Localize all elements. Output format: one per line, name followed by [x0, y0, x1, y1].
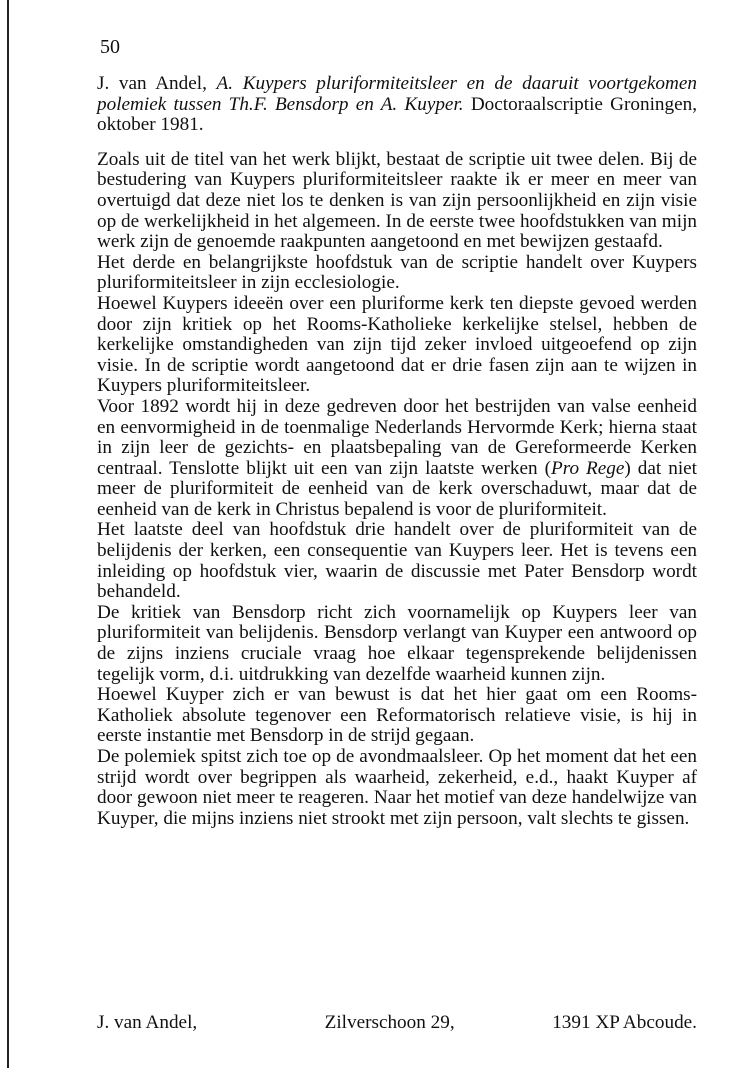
- paragraph: Zoals uit de titel van het werk blijkt, bestaat de scriptie uit twee delen. Bij de bestudering van Kuypers pluriformiteitsleer raakte ik er meer en meer van overtuigd dat deze niet los te denken is van zijn persoonlijkheid en zijn visie op de werkelijkheid in het algemeen. In de eerste twee hoofdstukken van mijn werk zijn de genoemde raakpunten aangetoond en met bewijzen gestaafd.: [97, 148, 697, 253]
- paragraph-text: ) dat niet meer de pluriformiteit de eenheid van de kerk overschaduwt, maar dat de eenheid van de kerk in Christus bepalend is voor de pluriformiteit.: [97, 457, 697, 520]
- article-body: [97, 74, 697, 829]
- reference-author: J. van Andel,: [97, 73, 207, 94]
- signature-name: J. van Andel,: [97, 1012, 198, 1033]
- paragraph: Het laatste deel van hoofdstuk drie handelt over de pluriformiteit van de belijdenis der kerken, een consequentie van Kuypers leer. Het is tevens een inleiding op hoofdstuk vier, waarin de discussie met Pater Bensdorp wordt behandeld.: [97, 519, 697, 603]
- page-margin-rule: [7, 0, 9, 1068]
- paragraph: Hoewel Kuyper zich er van bewust is dat het hier gaat om een Rooms-Katholiek absolute tegenover een Reformatorisch relatieve visie, is hij in eerste instantie met Bensdorp in de strijd gegaan.: [97, 684, 697, 747]
- paragraph: Hoewel Kuypers ideeën over een pluriforme kerk ten diepste gevoed werden door zijn kritiek op het Rooms-Katholieke kerkelijke stelsel, hebben de kerkelijke omstandigheden van zijn tijd zeker invloed uitgeoefend op zijn visie. In de scriptie wordt aangetoond dat er drie fasen zijn aan te wijzen in Kuypers pluriformiteitsleer.: [97, 292, 697, 397]
- paragraph: De kritiek van Bensdorp richt zich voornamelijk op Kuypers leer van pluriformiteit van belijdenis. Bensdorp verlangt van Kuyper een antwoord op de zijns inziens cruciale vraag hoe elkaar tegensprekende belijdenissen tegelijk vorm, d.i. uitdrukking van dezelfde waarheid kunnen zijn.: [97, 601, 697, 685]
- paragraph: Het derde en belangrijkste hoofdstuk van de scriptie handelt over Kuypers pluriformiteitsleer in zijn ecclesiologie.: [97, 251, 697, 294]
- paragraph: De polemiek spitst zich toe op de avondmaalsleer. Op het moment dat het een strijd wordt over begrippen als waarheid, zekerheid, e.d., haakt Kuyper af door gewoon niet meer te reageren. Naar het motief van deze handelwijze van Kuyper, die mijns inziens niet strookt met zijn persoon, valt slechts te gissen.: [97, 746, 697, 829]
- paragraph-pro-rege: [97, 397, 697, 521]
- page-number: 50: [100, 36, 120, 58]
- signature-address: Zilverschoon 29,: [324, 1012, 455, 1033]
- reference-entry: [97, 74, 697, 136]
- author-signature: [97, 1012, 697, 1033]
- reference-title: A. Kuypers pluriformiteitsleer en de daaruit voortgekomen polemiek tussen Th.F. Bensdorp en A. Kuyper.: [97, 73, 697, 115]
- reference-details: Doctoraalscriptie Groningen, oktober 1981.: [97, 93, 698, 136]
- paragraph-text: Voor 1892 wordt hij in deze gedreven door het bestrijden van valse eenheid en eenvormigheid in de toenmalige Nederlands Hervormde Kerk; hierna staat in zijn leer de gezichts- en plaatsbepaling van de Gereformeerde Kerken centraal. Tenslotte blijkt uit een van zijn laatste werken (: [97, 395, 697, 479]
- signature-postal: 1391 XP Abcoude.: [552, 1012, 697, 1033]
- book-title-pro-rege: Pro Rege: [550, 457, 625, 479]
